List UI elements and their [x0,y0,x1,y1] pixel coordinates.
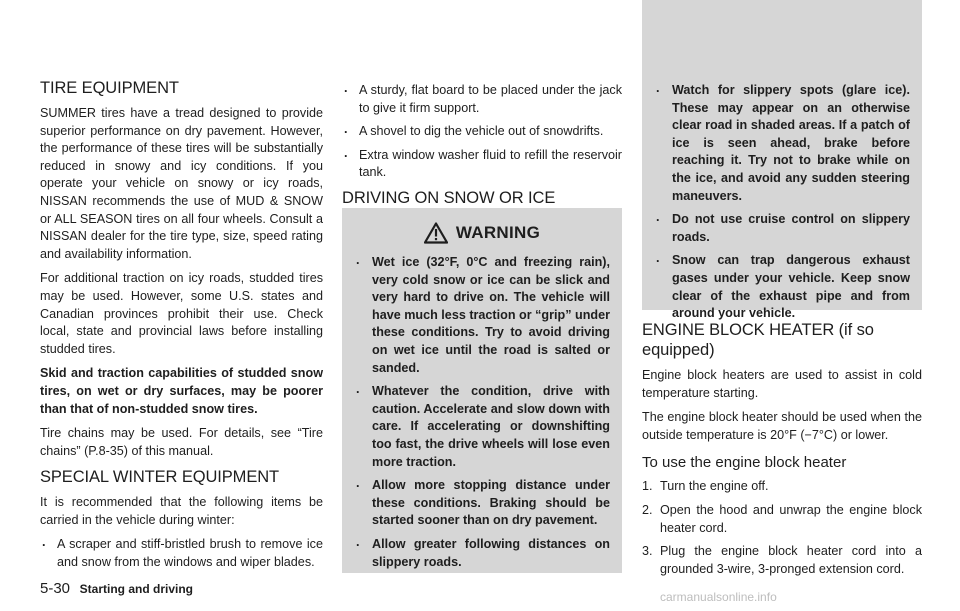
heading-use-heater: To use the engine block heater [642,454,847,472]
page-number: 5-30 [40,580,71,597]
warning-title: WARNING [455,223,541,242]
step-item: 2. Open the hood and unwrap the engine block heater cord. [642,502,922,535]
winter-equipment-list-cont [342,82,622,182]
warning-list [342,248,622,571]
warning-box [342,208,622,573]
warning-item-wet-ice: . Wet ice (32°F, 0°C and freezing rain), very cold snow or ice can be slick and very hard to drive on. The vehicle will have much less traction or “grip” under these conditions. Try to avoid driving on wet ice until the road is salted or sanded. [354,254,610,377]
paragraph-studded-tires: For additional traction on icy roads, studded tires may be used. However, some U.S. states and Canadian provinces prohibit their use. Check local, state and provincial laws before installing studded tires. [40,271,323,356]
page-footer [40,580,193,597]
warning-item-glare-ice: . Watch for slippery spots (glare ice). These may appear on an otherwise clear road in shaded areas. If a patch of ice is seen ahead, brake before reaching it. Try not to brake while on the ice, and avoid any sudden steering maneuvers. [654,82,910,205]
warning-item-cruise-control: . Do not use cruise control on slippery roads. [654,211,910,246]
heater-steps-list [642,478,922,578]
column-middle [342,82,622,215]
warning-item-exhaust: . Snow can trap dangerous exhaust gases under your vehicle. Keep snow clear of the exhaust pipe and from around your vehicle. [654,252,910,322]
watermark-text: carmanualsonline.info [660,590,777,604]
column-right [642,320,922,584]
warning-item-stopping-distance: . Allow more stopping distance under these conditions. Braking should be started sooner than on dry pavement. [354,477,610,530]
heading-engine-block-heater: ENGINE BLOCK HEATER (if so equipped) [642,321,874,359]
heading-tire-equipment: TIRE EQUIPMENT [40,79,179,97]
column-left [40,78,323,578]
list-item-scraper: . A scraper and stiff-bristled brush to remove ice and snow from the windows and wiper blades. [40,536,323,571]
paragraph-heater-temperature: The engine block heater should be used when the outside temperature is 20°F (−7°C) or lower. [642,410,922,442]
heading-special-winter-equipment: SPECIAL WINTER EQUIPMENT [40,468,280,487]
heading-driving-on-snow: DRIVING ON SNOW OR ICE [342,188,556,207]
paragraph-heater-purpose: Engine block heaters are used to assist in cold temperature starting. [642,368,922,400]
list-item-board: . A sturdy, flat board to be placed under the jack to give it firm support. [342,82,622,117]
list-item-washer-fluid: . Extra window washer fluid to refill the reservoir tank. [342,147,622,182]
warning-list-continued [642,0,922,323]
paragraph-recommended-items: It is recommended that the following items be carried in the vehicle during winter: [40,495,323,527]
paragraph-tire-chains: Tire chains may be used. For details, see “Tire chains” (P.8-35) of this manual. [40,426,323,458]
section-title: Starting and driving [79,582,193,596]
paragraph-summer-tires: SUMMER tires have a tread designed to provide superior performance on dry pavement. However, the performance of these tires will be substantially reduced in snowy and icy conditions. If you operate your vehicle on snowy or icy roads, NISSAN recommends the use of MUD & SNOW or ALL SEASON tires on all four wheels. Consult a NISSAN dealer for the tire type, size, speed rating and availability information. [40,106,323,261]
step-item: 1. Turn the engine off. [642,479,769,494]
step-item: 3. Plug the engine block heater cord into a grounded 3-wire, 3-pronged extension cord. [642,544,922,576]
warning-box-continued [642,0,922,321]
warning-item-caution: . Whatever the condition, drive with caution. Accelerate and slow down with care. If accelerating or downshifting too fast, the drive wheels will lose even more traction. [354,383,610,471]
warning-item-following-distance: . Allow greater following distances on slippery roads. [354,536,610,571]
winter-equipment-list [40,536,323,571]
warning-triangle-icon [424,222,448,244]
warning-header [342,218,622,248]
list-item-shovel: . A shovel to dig the vehicle out of snowdrifts. [342,123,622,141]
paragraph-skid-traction: Skid and traction capabilities of studded snow tires, on wet or dry surfaces, may be poorer than that of non-studded snow tires. [40,366,323,416]
